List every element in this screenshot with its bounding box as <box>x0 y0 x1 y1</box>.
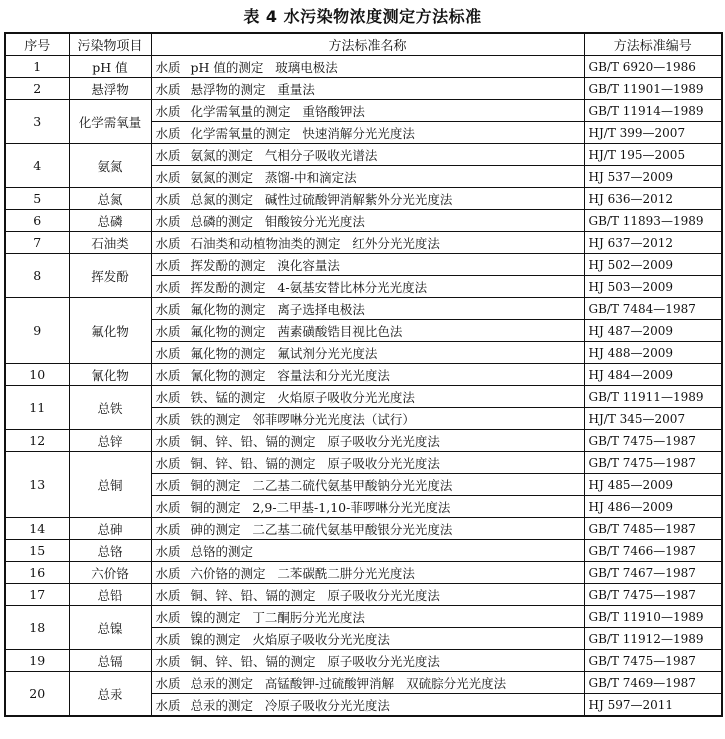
method-name: 铜、锌、铅、镉的测定 原子吸收分光光度法 <box>190 455 440 471</box>
method-name-cell <box>151 430 584 452</box>
method-prefix: 水质 <box>155 345 181 361</box>
method-name-cell <box>151 144 584 166</box>
method-prefix: 水质 <box>155 191 181 207</box>
method-name: 总汞的测定 高锰酸钾-过硫酸钾消解 双硫腙分光光度法 <box>190 675 507 691</box>
method-prefix: 水质 <box>155 521 181 537</box>
method-prefix: 水质 <box>155 609 181 625</box>
method-name-cell <box>151 650 584 672</box>
method-prefix: 水质 <box>155 631 181 647</box>
pollutant-cell: 挥发酚 <box>69 254 151 298</box>
header-method-name: 方法标准名称 <box>151 33 584 56</box>
method-name: 铁、锰的测定 火焰原子吸收分光光度法 <box>190 389 415 405</box>
method-name-cell <box>151 188 584 210</box>
method-code-cell: HJ/T 195—2005 <box>584 144 722 166</box>
method-name-cell <box>151 540 584 562</box>
table-row <box>5 232 722 254</box>
method-name: 氨氮的测定 蒸馏-中和滴定法 <box>190 169 357 185</box>
method-prefix: 水质 <box>155 653 181 669</box>
method-name: 氟化物的测定 茜素磺酸锆目视比色法 <box>190 323 403 339</box>
row-index-cell: 19 <box>5 650 69 672</box>
standards-table <box>4 32 723 717</box>
method-code-cell: HJ 597—2011 <box>584 694 722 717</box>
method-code-cell: GB/T 7475—1987 <box>584 430 722 452</box>
method-prefix: 水质 <box>155 301 181 317</box>
row-index-cell: 10 <box>5 364 69 386</box>
method-name: 铜、锌、铅、镉的测定 原子吸收分光光度法 <box>190 587 440 603</box>
method-code-cell: HJ 488—2009 <box>584 342 722 364</box>
method-name-cell <box>151 56 584 78</box>
header-index: 序号 <box>5 33 69 56</box>
method-prefix: 水质 <box>155 411 181 427</box>
header-pollutant: 污染物项目 <box>69 33 151 56</box>
method-prefix: 水质 <box>155 235 181 251</box>
row-index-cell: 8 <box>5 254 69 298</box>
method-code-cell: HJ 636—2012 <box>584 188 722 210</box>
method-name-cell <box>151 584 584 606</box>
table-row <box>5 100 722 122</box>
method-prefix: 水质 <box>155 367 181 383</box>
row-index-cell: 9 <box>5 298 69 364</box>
pollutant-cell: 总镍 <box>69 606 151 650</box>
method-code-cell: GB/T 7467—1987 <box>584 562 722 584</box>
row-index-cell: 5 <box>5 188 69 210</box>
method-prefix: 水质 <box>155 697 181 713</box>
method-name-cell <box>151 166 584 188</box>
table-row <box>5 562 722 584</box>
method-name-cell <box>151 386 584 408</box>
method-name-cell <box>151 518 584 540</box>
method-name: 化学需氧量的测定 快速消解分光光度法 <box>190 125 415 141</box>
table-row <box>5 452 722 474</box>
table-row <box>5 584 722 606</box>
method-prefix: 水质 <box>155 587 181 603</box>
method-name: 悬浮物的测定 重量法 <box>190 81 315 97</box>
header-method-code: 方法标准编号 <box>584 33 722 56</box>
row-index-cell: 4 <box>5 144 69 188</box>
pollutant-cell: 总锌 <box>69 430 151 452</box>
method-name: 镍的测定 火焰原子吸收分光光度法 <box>190 631 390 647</box>
method-name-cell <box>151 606 584 628</box>
pollutant-cell: 总砷 <box>69 518 151 540</box>
row-index-cell: 2 <box>5 78 69 100</box>
row-index-cell: 3 <box>5 100 69 144</box>
method-prefix: 水质 <box>155 477 181 493</box>
pollutant-cell: 总氮 <box>69 188 151 210</box>
method-code-cell: HJ/T 345—2007 <box>584 408 722 430</box>
row-index-cell: 14 <box>5 518 69 540</box>
method-name-cell <box>151 276 584 298</box>
method-prefix: 水质 <box>155 499 181 515</box>
pollutant-cell: 总磷 <box>69 210 151 232</box>
method-name: 挥发酚的测定 4-氨基安替比林分光光度法 <box>190 279 428 295</box>
method-prefix: 水质 <box>155 543 181 559</box>
pollutant-cell: 悬浮物 <box>69 78 151 100</box>
method-code-cell: GB/T 11910—1989 <box>584 606 722 628</box>
table-row <box>5 672 722 694</box>
method-name: 铁的测定 邻菲啰啉分光光度法（试行） <box>190 411 415 427</box>
method-name: 总铬的测定 <box>190 543 254 559</box>
row-index-cell: 20 <box>5 672 69 717</box>
method-prefix: 水质 <box>155 81 181 97</box>
table-row <box>5 78 722 100</box>
method-name-cell <box>151 100 584 122</box>
method-name-cell <box>151 320 584 342</box>
method-code-cell: GB/T 7475—1987 <box>584 452 722 474</box>
method-code-cell: HJ 485—2009 <box>584 474 722 496</box>
table-row <box>5 298 722 320</box>
method-name-cell <box>151 122 584 144</box>
table-row <box>5 518 722 540</box>
table-body <box>5 56 722 717</box>
method-name: 氟化物的测定 离子选择电极法 <box>190 301 365 317</box>
method-prefix: 水质 <box>155 565 181 581</box>
method-code-cell: GB/T 11901—1989 <box>584 78 722 100</box>
pollutant-cell: 氨氮 <box>69 144 151 188</box>
method-prefix: 水质 <box>155 257 181 273</box>
table-row <box>5 650 722 672</box>
method-name: 铜、锌、铅、镉的测定 原子吸收分光光度法 <box>190 653 440 669</box>
method-code-cell: GB/T 7475—1987 <box>584 650 722 672</box>
table-row <box>5 386 722 408</box>
method-name-cell <box>151 254 584 276</box>
table-row <box>5 254 722 276</box>
method-name-cell <box>151 694 584 717</box>
method-prefix: 水质 <box>155 433 181 449</box>
pollutant-cell: 总汞 <box>69 672 151 717</box>
table-title: 表 4 水污染物浓度测定方法标准 <box>243 7 482 26</box>
method-name: 氰化物的测定 容量法和分光光度法 <box>190 367 390 383</box>
table-row <box>5 56 722 78</box>
method-name: 铜的测定 2,9-二甲基-1,10-菲啰啉分光光度法 <box>190 499 451 515</box>
method-prefix: 水质 <box>155 213 181 229</box>
method-prefix: 水质 <box>155 169 181 185</box>
method-prefix: 水质 <box>155 279 181 295</box>
method-prefix: 水质 <box>155 455 181 471</box>
method-name: 化学需氧量的测定 重铬酸钾法 <box>190 103 365 119</box>
method-name: 砷的测定 二乙基二硫代氨基甲酸银分光光度法 <box>190 521 453 537</box>
method-name-cell <box>151 474 584 496</box>
method-code-cell: HJ 502—2009 <box>584 254 722 276</box>
method-code-cell: GB/T 11911—1989 <box>584 386 722 408</box>
method-name-cell <box>151 298 584 320</box>
table-row <box>5 430 722 452</box>
method-code-cell: HJ 484—2009 <box>584 364 722 386</box>
row-index-cell: 12 <box>5 430 69 452</box>
pollutant-cell: 六价铬 <box>69 562 151 584</box>
method-name: 石油类和动植物油类的测定 红外分光光度法 <box>190 235 440 251</box>
method-code-cell: HJ 637—2012 <box>584 232 722 254</box>
method-prefix: 水质 <box>155 147 181 163</box>
method-name-cell <box>151 78 584 100</box>
method-code-cell: HJ 503—2009 <box>584 276 722 298</box>
table-row <box>5 188 722 210</box>
method-code-cell: GB/T 7469—1987 <box>584 672 722 694</box>
method-name: 氨氮的测定 气相分子吸收光谱法 <box>190 147 378 163</box>
row-index-cell: 17 <box>5 584 69 606</box>
table-row <box>5 210 722 232</box>
pollutant-cell: 总铜 <box>69 452 151 518</box>
method-name: 总磷的测定 钼酸铵分光光度法 <box>190 213 365 229</box>
row-index-cell: 7 <box>5 232 69 254</box>
method-prefix: 水质 <box>155 675 181 691</box>
row-index-cell: 16 <box>5 562 69 584</box>
method-name: 铜的测定 二乙基二硫代氨基甲酸钠分光光度法 <box>190 477 453 493</box>
table-row <box>5 364 722 386</box>
method-name: 铜、锌、铅、镉的测定 原子吸收分光光度法 <box>190 433 440 449</box>
method-name: pH 值的测定 玻璃电极法 <box>190 59 338 75</box>
method-name-cell <box>151 408 584 430</box>
method-name: 氟化物的测定 氟试剂分光光度法 <box>190 345 378 361</box>
pollutant-cell: 总铅 <box>69 584 151 606</box>
method-name-cell <box>151 210 584 232</box>
method-name: 挥发酚的测定 溴化容量法 <box>190 257 340 273</box>
pollutant-cell: 石油类 <box>69 232 151 254</box>
method-prefix: 水质 <box>155 389 181 405</box>
method-code-cell: HJ 487—2009 <box>584 320 722 342</box>
pollutant-cell: 总铬 <box>69 540 151 562</box>
method-code-cell: HJ/T 399—2007 <box>584 122 722 144</box>
table-row <box>5 540 722 562</box>
method-name-cell <box>151 672 584 694</box>
method-prefix: 水质 <box>155 125 181 141</box>
method-name: 镍的测定 丁二酮肟分光光度法 <box>190 609 365 625</box>
method-code-cell: GB/T 7484—1987 <box>584 298 722 320</box>
method-code-cell: GB/T 7485—1987 <box>584 518 722 540</box>
table-header-row <box>5 33 722 56</box>
method-prefix: 水质 <box>155 59 181 75</box>
method-code-cell: GB/T 6920—1986 <box>584 56 722 78</box>
method-name-cell <box>151 364 584 386</box>
row-index-cell: 1 <box>5 56 69 78</box>
method-code-cell: GB/T 11893—1989 <box>584 210 722 232</box>
method-name-cell <box>151 342 584 364</box>
row-index-cell: 11 <box>5 386 69 430</box>
pollutant-cell: 氟化物 <box>69 298 151 364</box>
method-code-cell: GB/T 7475—1987 <box>584 584 722 606</box>
method-code-cell: HJ 486—2009 <box>584 496 722 518</box>
pollutant-cell: 化学需氧量 <box>69 100 151 144</box>
method-code-cell: GB/T 11914—1989 <box>584 100 722 122</box>
row-index-cell: 15 <box>5 540 69 562</box>
method-name: 总汞的测定 冷原子吸收分光光度法 <box>190 697 390 713</box>
row-index-cell: 13 <box>5 452 69 518</box>
pollutant-cell: 氰化物 <box>69 364 151 386</box>
table-row <box>5 606 722 628</box>
method-name-cell <box>151 452 584 474</box>
method-code-cell: GB/T 7466—1987 <box>584 540 722 562</box>
method-prefix: 水质 <box>155 103 181 119</box>
method-prefix: 水质 <box>155 323 181 339</box>
pollutant-cell: pH 值 <box>69 56 151 78</box>
method-name-cell <box>151 628 584 650</box>
row-index-cell: 6 <box>5 210 69 232</box>
method-code-cell: GB/T 11912—1989 <box>584 628 722 650</box>
method-name: 总氮的测定 碱性过硫酸钾消解紫外分光光度法 <box>190 191 453 207</box>
method-code-cell: HJ 537—2009 <box>584 166 722 188</box>
method-name-cell <box>151 232 584 254</box>
row-index-cell: 18 <box>5 606 69 650</box>
pollutant-cell: 总镉 <box>69 650 151 672</box>
table-row <box>5 144 722 166</box>
method-name-cell <box>151 562 584 584</box>
pollutant-cell: 总铁 <box>69 386 151 430</box>
method-name: 六价铬的测定 二苯碳酰二肼分光光度法 <box>190 565 415 581</box>
method-name-cell <box>151 496 584 518</box>
